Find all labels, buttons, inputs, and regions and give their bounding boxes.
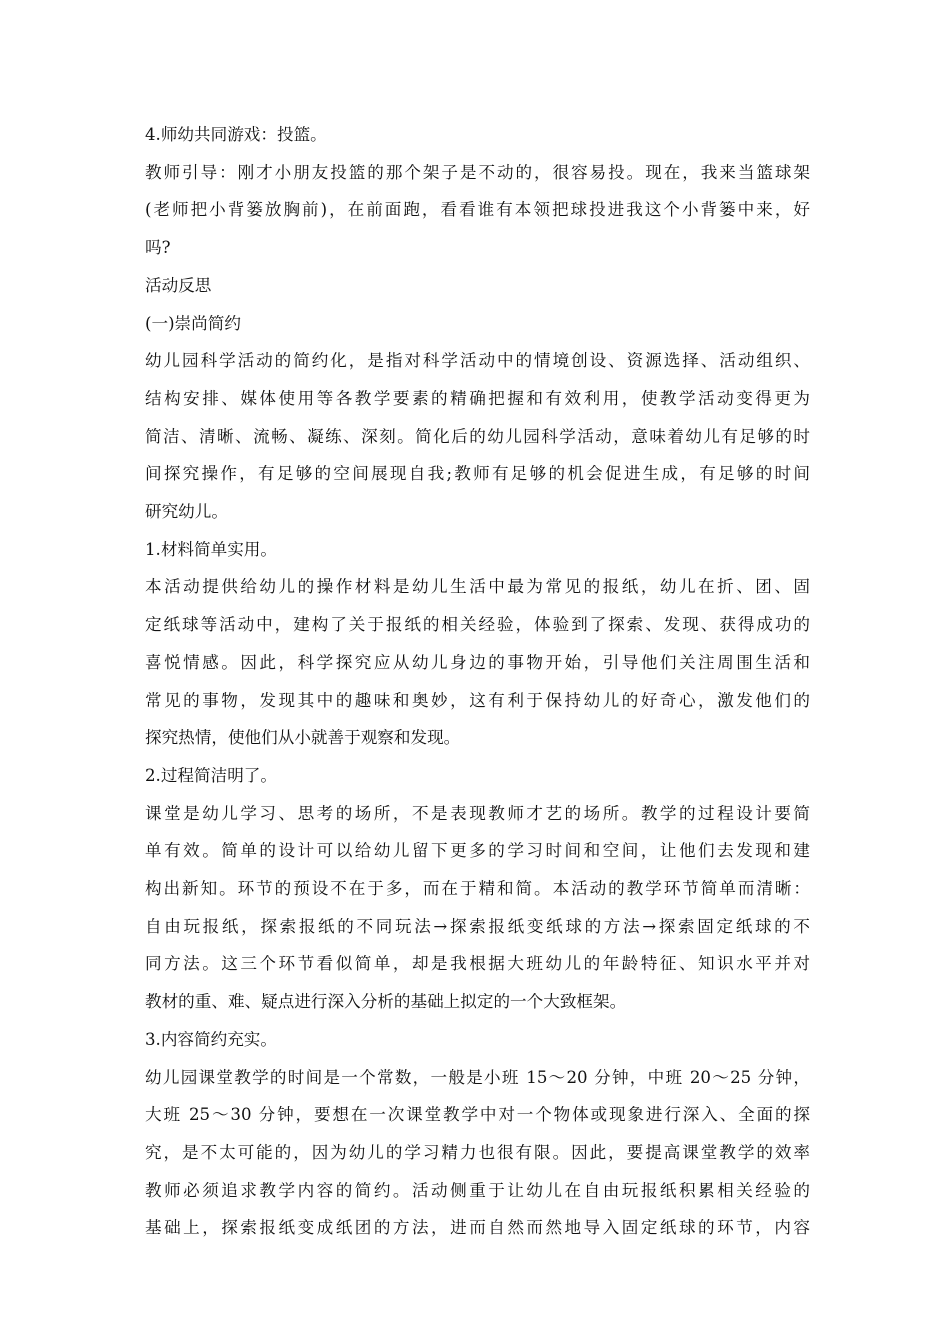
paragraph-line: 自由玩报纸，探索报纸的不同玩法→探索报纸变纸球的方法→探索固定纸球的不	[145, 916, 810, 936]
paragraph-line: 教师必须追求教学内容的简约。活动侧重于让幼儿在自由玩报纸积累相关经验的	[145, 1180, 810, 1200]
section-heading: 活动反思	[145, 275, 212, 295]
paragraph-line: 究，是不太可能的，因为幼儿的学习精力也很有限。因此，要提高课堂教学的效率	[145, 1142, 810, 1162]
paragraph-line: 结构安排、媒体使用等各教学要素的精确把握和有效利用，使教学活动变得更为	[145, 388, 810, 408]
paragraph-line: 大班 25～30 分钟，要想在一次课堂教学中对一个物体或现象进行深入、全面的探	[145, 1105, 810, 1125]
paragraph-line: 简洁、清晰、流畅、凝练、深刻。简化后的幼儿园科学活动，意味着幼儿有足够的时	[145, 426, 810, 446]
section-heading: 3.内容简约充实。	[145, 1029, 277, 1049]
paragraph-line: 研究幼儿。	[145, 502, 228, 522]
paragraph-line: 探究热情，使他们从小就善于观察和发现。	[145, 728, 461, 748]
paragraph-line: 间探究操作，有足够的空间展现自我;教师有足够的机会促进生成，有足够的时间	[145, 464, 810, 484]
paragraph-line: 教材的重、难、疑点进行深入分析的基础上拟定的一个大致框架。	[145, 992, 627, 1012]
document-body	[145, 116, 810, 1247]
paragraph-line: 定纸球等活动中，建构了关于报纸的相关经验，体验到了探索、发现、获得成功的	[145, 615, 810, 635]
paragraph-line: 教师引导：刚才小朋友投篮的那个架子是不动的，很容易投。现在，我来当篮球架	[145, 162, 810, 182]
paragraph-line: 常见的事物，发现其中的趣味和奥妙，这有利于保持幼儿的好奇心，激发他们的	[145, 690, 810, 710]
paragraph-line: 构出新知。环节的预设不在于多，而在于精和简。本活动的教学环节简单而清晰：	[145, 879, 810, 899]
section-heading: (一)崇尚简约	[145, 313, 241, 333]
paragraph-line: 基础上，探索报纸变成纸团的方法，进而自然而然地导入固定纸球的环节，内容	[145, 1218, 810, 1238]
paragraph-line: 吗?	[145, 238, 171, 258]
paragraph-line: 幼儿园科学活动的简约化，是指对科学活动中的情境创设、资源选择、活动组织、	[145, 351, 810, 371]
paragraph-line: 本活动提供给幼儿的操作材料是幼儿生活中最为常见的报纸，幼儿在折、团、固	[145, 577, 810, 597]
section-heading: 4.师幼共同游戏：投篮。	[145, 125, 327, 144]
paragraph-line: (老师把小背篓放胸前)，在前面跑，看看谁有本领把球投进我这个小背篓中来，好	[145, 200, 810, 220]
paragraph-line: 幼儿园课堂教学的时间是一个常数，一般是小班 15～20 分钟，中班 20～25 分钟，	[145, 1067, 810, 1087]
paragraph-line: 同方法。这三个环节看似简单，却是我根据大班幼儿的年龄特征、知识水平并对	[145, 954, 810, 974]
paragraph-line: 单有效。简单的设计可以给幼儿留下更多的学习时间和空间，让他们去发现和建	[145, 841, 810, 861]
paragraph-line: 课堂是幼儿学习、思考的场所，不是表现教师才艺的场所。教学的过程设计要简	[145, 803, 810, 823]
section-heading: 2.过程简洁明了。	[145, 765, 277, 785]
section-heading: 1.材料简单实用。	[145, 539, 277, 559]
paragraph-line: 喜悦情感。因此，科学探究应从幼儿身边的事物开始，引导他们关注周围生活和	[145, 652, 810, 672]
